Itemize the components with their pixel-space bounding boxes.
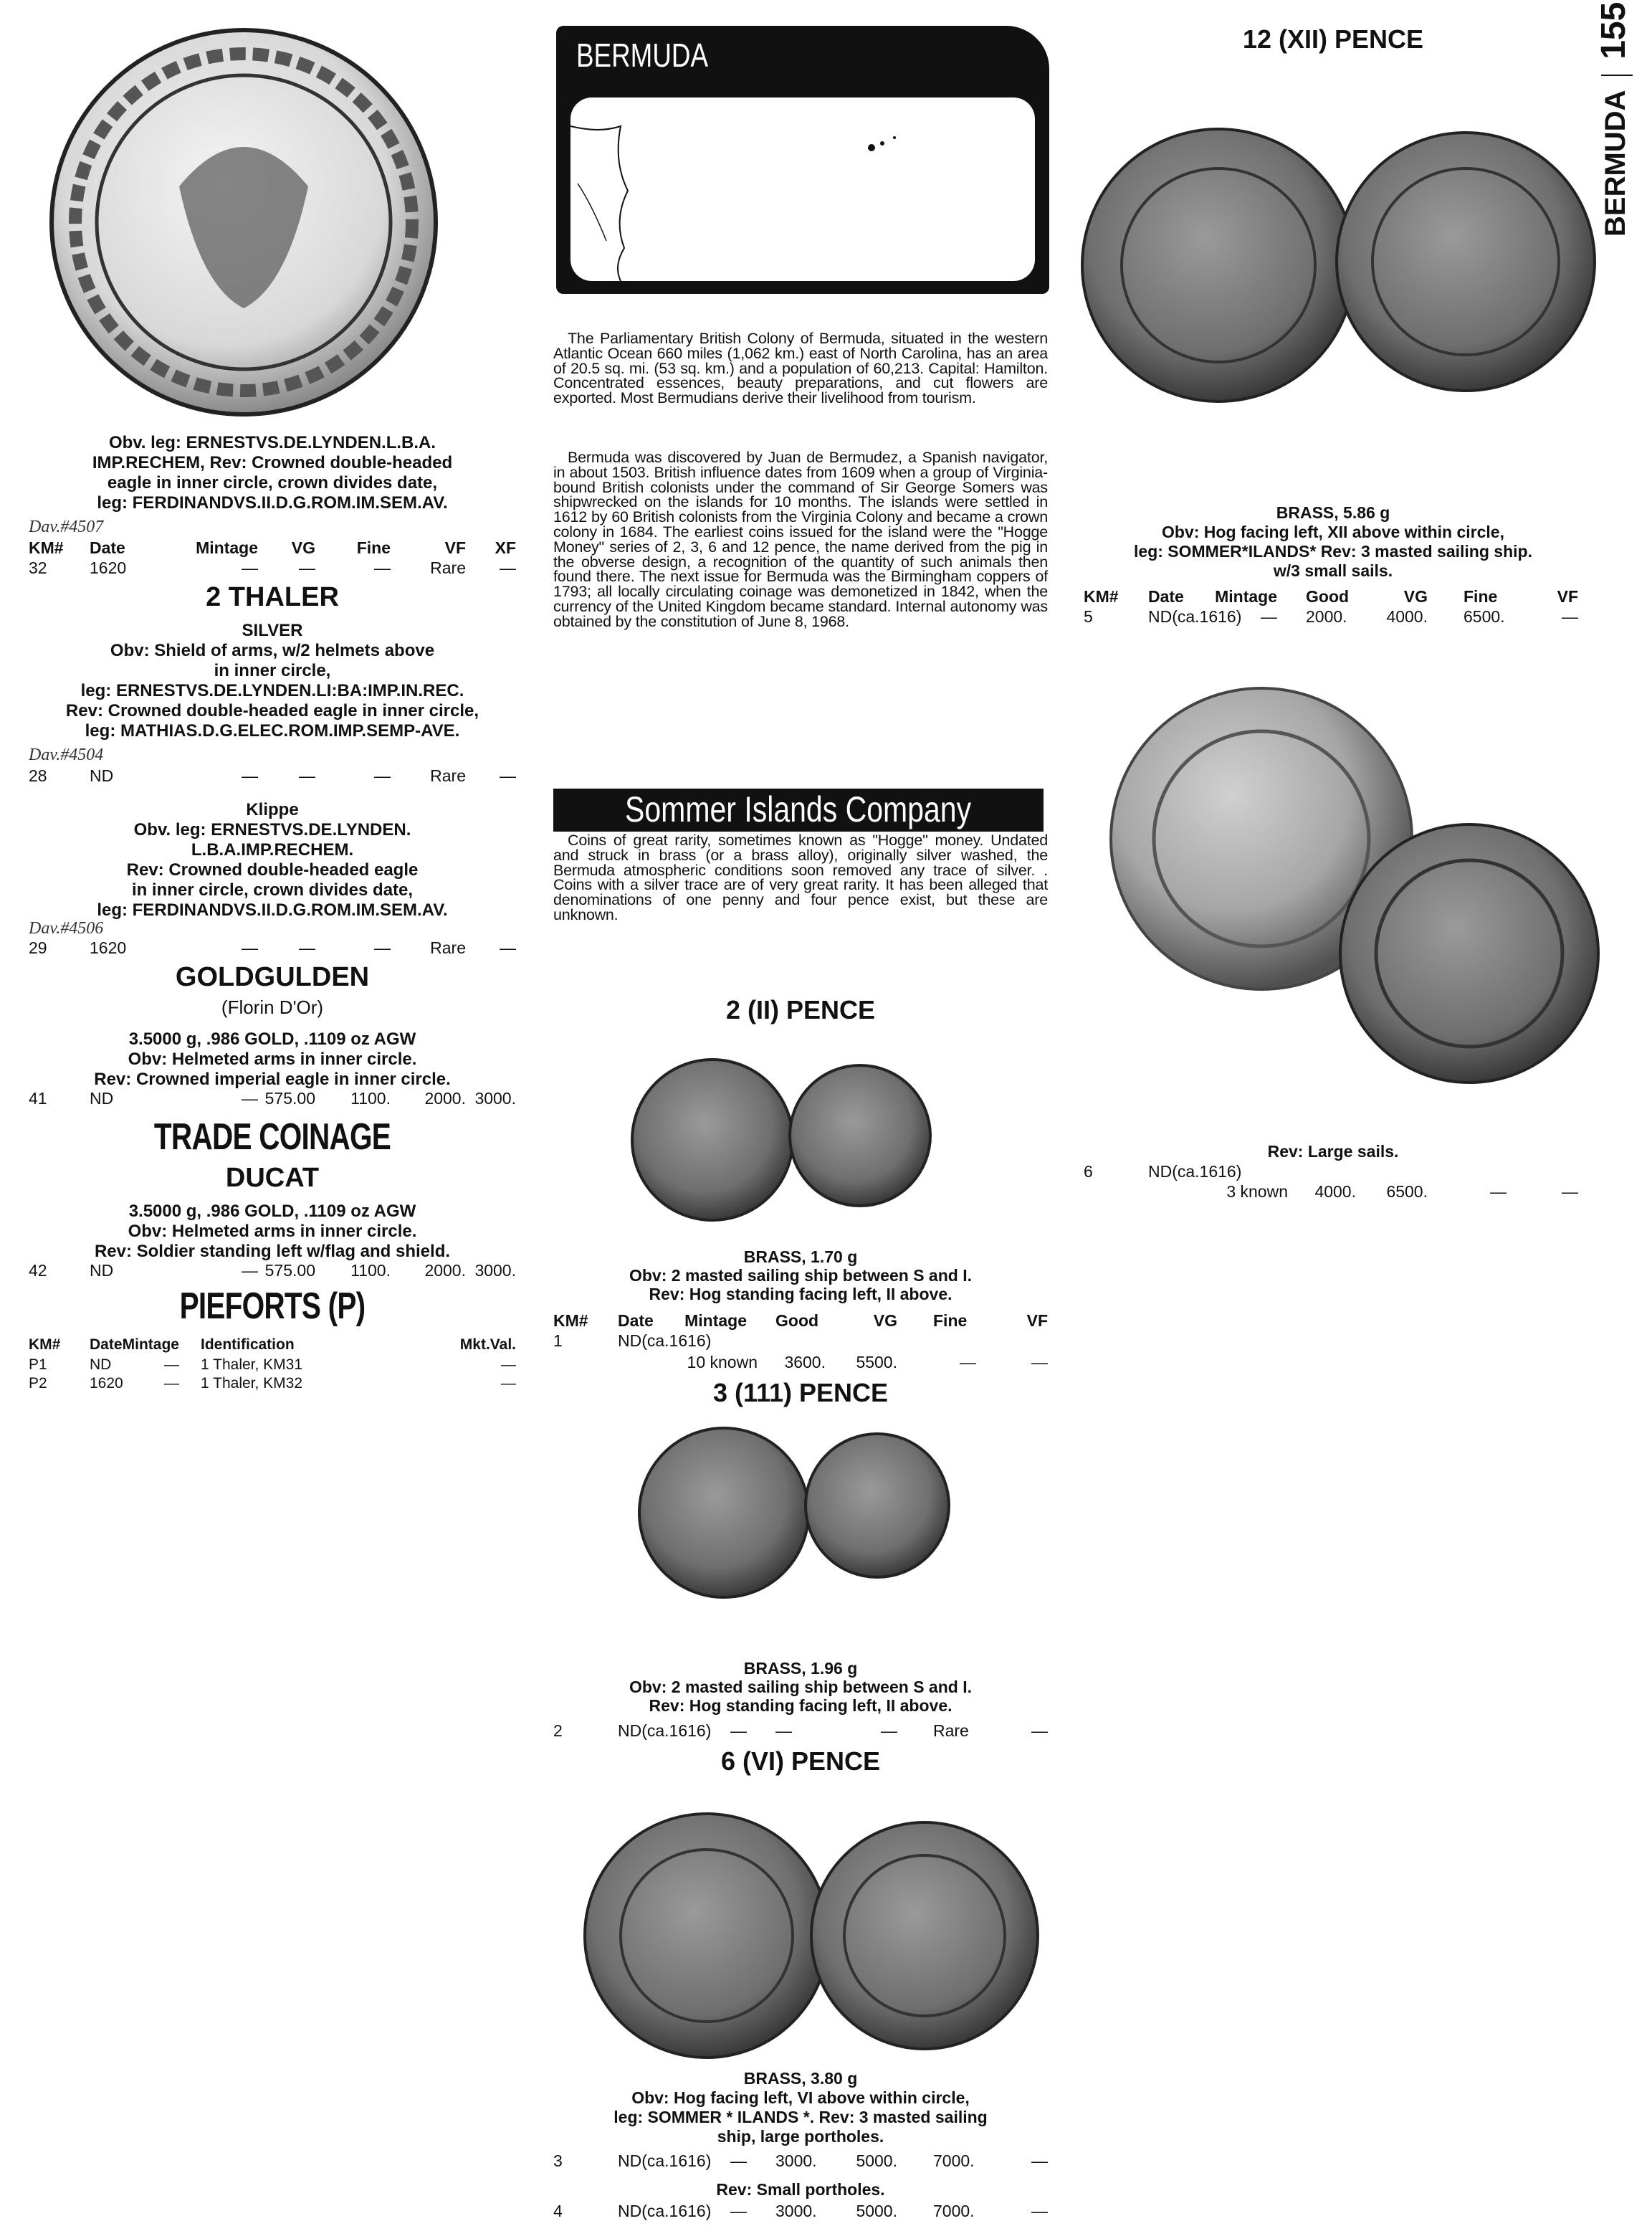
cell-c6: Fine (1464, 587, 1498, 606)
cell-date: ND(ca.1616) (618, 1331, 712, 1350)
pieforts-table-header (29, 1335, 530, 1355)
cell-km: 28 (29, 766, 47, 785)
cell-mintage: — (730, 1721, 747, 1740)
cell-mintage: — (242, 766, 258, 785)
section-subtitle: (Florin D'Or) (221, 997, 324, 1018)
variety-note: Rev: Large sails. (1267, 1142, 1399, 1161)
cell-c5: 1100. (350, 1261, 391, 1280)
cell-c6: Rare (430, 766, 466, 785)
cell-date: ND(ca.1616) (618, 2202, 712, 2220)
cell-km: KM# (1084, 587, 1119, 606)
cell-mintage: — (164, 1356, 179, 1373)
cell-date: ND(ca.1616) (1148, 1162, 1242, 1181)
cell-c4: Identification (201, 1336, 295, 1353)
pieforts-row (29, 1374, 530, 1394)
cell-km: KM# (553, 1311, 588, 1330)
section-banner-title: Sommer Islands Company (625, 789, 972, 829)
cell-mintage: — (242, 938, 258, 957)
pence2-description: BRASS, 1.70 g Obv: 2 masted sailing ship between S and I. Rev: Hog standing facing left, II above. (629, 1247, 972, 1303)
cell-c5: VG (1403, 587, 1428, 606)
section-title: GOLDGULDEN (175, 962, 370, 992)
cell-c7: — (1031, 2202, 1048, 2220)
pence12-large-sails-coin-images (1111, 688, 1598, 1083)
cell-c5: — (1562, 1182, 1578, 1201)
cell-c5: 5000. (856, 2202, 897, 2220)
pence12-description: BRASS, 5.86 g Obv: Hog facing left, XII above within circle, leg: SOMMER*ILANDS* Rev: 3 masted sailing ship. w/3 small sails. (1134, 503, 1532, 580)
bermuda-island-marker (868, 144, 875, 151)
cell-c4: Good (1306, 587, 1350, 606)
cell-km: 6 (1084, 1162, 1093, 1181)
map (570, 97, 1035, 281)
cell-date: Date (618, 1311, 654, 1330)
cell-c6: Rare (933, 1721, 969, 1740)
section-paragraph: Coins of great rarity, sometimes known as "Hogge" money. Undated and struck in brass (or a brass alloy), originally silver washed, the Bermuda atmospheric conditions soon removed any trace of silver. . Coins with a silver trace are of very great rarity. It has been alleged that denominations of one penny and four pence exist, but these are unknown. (553, 832, 1048, 923)
cell-c7: VF (1026, 1311, 1048, 1330)
table-row (29, 938, 530, 958)
cell-c4: — (1490, 1182, 1507, 1201)
cell-c6: 2000. (424, 1261, 466, 1280)
cell-km: 1 (553, 1331, 563, 1350)
pence3-coin-images (639, 1428, 949, 1597)
cell-mintage: — (730, 2151, 747, 2170)
cell-c4: 3000. (775, 2202, 817, 2220)
cell-mintage: 6500. (1386, 1182, 1428, 1201)
cell-c5: — (501, 1356, 516, 1373)
cell-c7: XF (495, 538, 516, 557)
cell-c4: 1 Thaler, KM31 (201, 1356, 303, 1373)
cell-km: P2 (29, 1375, 47, 1392)
cell-c7: 3000. (474, 1089, 516, 1108)
cell-c4: 575.00 (264, 1089, 315, 1108)
section-title: 6 (VI) PENCE (720, 1746, 881, 1776)
cell-c6: VF (444, 538, 466, 557)
cell-c7: — (1031, 1721, 1048, 1740)
map-title: BERMUDA (576, 37, 709, 74)
cell-km: KM# (29, 1336, 61, 1353)
cell-c4: — (299, 766, 315, 785)
table-row-values (553, 1352, 1055, 1372)
table-row (553, 1331, 1055, 1351)
cell-c7: — (500, 938, 516, 957)
cell-c7: — (500, 558, 516, 577)
cell-c7: — (500, 766, 516, 785)
cell-km: 5 (1084, 607, 1093, 626)
thaler2-description: SILVER Obv: Shield of arms, w/2 helmets above in inner circle, leg: ERNESTVS.DE.LYNDEN.LI:BA:IMP.IN.REC. Rev: Crowned double-headed eagle in inner circle, leg: MATHIAS.D.G.ELEC.ROM.IMP.SEMP-AVE. (65, 621, 479, 741)
cell-c7: — (1031, 2151, 1048, 2170)
cell-km: 29 (29, 938, 47, 957)
cell-km: 41 (29, 1089, 47, 1108)
cell-mintage: — (242, 1089, 258, 1108)
table-header (553, 1311, 1055, 1331)
cell-c7: 3000. (474, 1261, 516, 1280)
cell-c6: Rare (430, 558, 466, 577)
table-header (29, 538, 530, 558)
cell-km: 3 known (1226, 1182, 1288, 1201)
cell-c5: — (501, 1375, 516, 1392)
cell-date: Date (90, 1336, 123, 1353)
cell-c6: Rare (430, 938, 466, 957)
country-map-box (556, 26, 1049, 294)
cell-mintage: Mintage (196, 538, 258, 557)
cell-mintage: Mintage (1215, 587, 1277, 606)
table-row (29, 558, 530, 578)
cell-c7: — (1562, 607, 1578, 626)
section-title: 2 THALER (206, 582, 339, 612)
cell-c5: Mkt.Val. (459, 1336, 516, 1353)
cell-mintage: — (730, 2202, 747, 2220)
section-title: 2 (II) PENCE (725, 995, 876, 1024)
cell-mintage: — (242, 558, 258, 577)
section-title: DUCAT (225, 1163, 320, 1193)
cell-c4: — (299, 558, 315, 577)
cell-c4: — (775, 1721, 792, 1740)
side-tab-country: BERMUDA (1600, 91, 1631, 237)
cell-date: ND(ca.1616) (1148, 607, 1242, 626)
table-row (1084, 1161, 1585, 1181)
pieforts-row (29, 1355, 530, 1375)
table-row (553, 2151, 1055, 2171)
cell-c5: — (374, 766, 391, 785)
table-header (1084, 586, 1585, 607)
cell-km: P1 (29, 1356, 47, 1373)
cell-c5: 1100. (350, 1089, 391, 1108)
cell-mintage: — (242, 1261, 258, 1280)
cell-date: ND (90, 1356, 112, 1373)
thaler-coin-image (52, 30, 436, 414)
cell-c6: 7000. (933, 2151, 975, 2170)
cell-c6: 6500. (1464, 607, 1505, 626)
cell-c4: 1 Thaler, KM32 (201, 1375, 303, 1392)
cell-c4: Good (775, 1311, 819, 1330)
intro-paragraph: The Parliamentary British Colony of Bermuda, situated in the western Atlantic Ocean 660 miles (1,062 km.) east of North Carolina, has an area of 20.5 sq. mi. (53 sq. km.) and a population of 60,213. Capital: Hamilton. Concentrated essences, beauty preparations, and cut flowers are exported. Most Bermudians derive their livelihood from tourism. (553, 330, 1048, 407)
cell-date: ND(ca.1616) (618, 1721, 712, 1740)
cell-mintage: — (164, 1375, 179, 1392)
cell-c5: VG (873, 1311, 897, 1330)
pence3-description: BRASS, 1.96 g Obv: 2 masted sailing ship between S and I. Rev: Hog standing facing left, II above. (629, 1659, 972, 1715)
cell-km: 32 (29, 558, 47, 577)
cell-c6: 2000. (424, 1089, 466, 1108)
dav-reference: Dav.#4506 (29, 919, 104, 938)
cell-date: 4000. (1314, 1182, 1356, 1201)
cell-date: 3600. (784, 1353, 826, 1371)
klippe-description: Klippe Obv. leg: ERNESTVS.DE.LYNDEN. L.B.A.IMP.RECHEM. Rev: Crowned double-headed eagle in inner circle, crown divides date, leg: FERDINANDVS.II.D.G.ROM.IM.SEM.AV. (97, 800, 448, 920)
cell-km: 10 known (687, 1353, 758, 1371)
cell-km: KM# (29, 538, 64, 557)
cell-mintage: Mintage (684, 1311, 747, 1330)
cell-c5: 4000. (1386, 607, 1428, 626)
cell-c4: — (299, 938, 315, 957)
section-title: PIEFORTS (P) (179, 1285, 366, 1327)
cell-date: ND (90, 766, 114, 785)
cell-date: 1620 (90, 1375, 123, 1392)
cell-c5: — (374, 558, 391, 577)
cell-c7: VF (1557, 587, 1578, 606)
cell-date: ND(ca.1616) (618, 2151, 712, 2170)
section-banner (553, 789, 1044, 832)
cell-km: 42 (29, 1261, 47, 1280)
cell-c4: 3000. (775, 2151, 817, 2170)
cell-c5: — (1031, 1353, 1048, 1371)
cell-date: ND (90, 1089, 114, 1108)
cell-km: 3 (553, 2151, 563, 2170)
cell-date: Date (90, 538, 125, 557)
cell-c5: Fine (356, 538, 391, 557)
cell-km: 2 (553, 1721, 563, 1740)
cell-c5: — (881, 1721, 897, 1740)
variety-note: Rev: Small portholes. (716, 2180, 885, 2199)
cell-date: Date (1148, 587, 1184, 606)
ducat-description: 3.5000 g, .986 GOLD, .1109 oz AGW Obv: Helmeted arms in inner circle. Rev: Soldier standing left w/flag and shield. (94, 1202, 451, 1261)
history-paragraph: Bermuda was discovered by Juan de Bermudez, a Spanish navigator, in about 1503. British influence dates from 1609 when a group of Virginia-bound British colonists under the command of Sir George Somers was shipwrecked on the islands for 10 months. The islands were settled in 1612 by 60 British colonists from the Virginia Colony and became a crown colony in 1684. The earliest coins issued for the island were the "Hogge Money" series of 2, 3, 6 and 12 pence, the name derived from the pig in the obverse design, a recognition of the quantity of such animals then found there. The next issue for Bermuda was the Birmingham coppers of 1793; all locally circulating coinage was demonetized in 1842, when the currency of the United Kingdom became standard. Internal autonomy was obtained by the constitution of June 8, 1968. (553, 449, 1048, 630)
pence12-coin-images (1082, 129, 1595, 401)
cell-date: 1620 (90, 558, 127, 577)
cell-c4: — (960, 1353, 976, 1371)
cell-date: ND (90, 1261, 114, 1280)
table-row (29, 766, 530, 786)
cell-mintage: — (1261, 607, 1277, 626)
section-title: TRADE COINAGE (153, 1116, 391, 1158)
km32-description: Obv. leg: ERNESTVS.DE.LYNDEN.L.B.A. IMP.RECHEM, Rev: Crowned double-headed eagle in inner circle, crown divides date, leg: FERDINANDVS.II.D.G.ROM.IM.SEM.AV. (92, 433, 453, 513)
section-title: 12 (XII) PENCE (1242, 24, 1424, 54)
dav-reference: Dav.#4507 (29, 518, 104, 536)
cell-c5: 5000. (856, 2151, 897, 2170)
cell-c4: 575.00 (264, 1261, 315, 1280)
goldgulden-description: 3.5000 g, .986 GOLD, .1109 oz AGW Obv: Helmeted arms in inner circle. Rev: Crowned imperial eagle in inner circle. (94, 1029, 451, 1089)
table-row (1084, 607, 1585, 627)
table-row (29, 1260, 530, 1280)
table-row (553, 2201, 1055, 2221)
pence2-coin-images (632, 1060, 930, 1220)
page-number: 155 (1595, 1, 1633, 60)
cell-c6: Fine (933, 1311, 968, 1330)
cell-c4: VG (291, 538, 315, 557)
pence6-coin-images (585, 1814, 1038, 2058)
coastline-map (570, 97, 1035, 281)
cell-c5: — (374, 938, 391, 957)
cell-c4: 2000. (1306, 607, 1347, 626)
table-row (553, 1721, 1055, 1741)
cell-date: 1620 (90, 938, 127, 957)
cell-mintage: 5500. (856, 1353, 897, 1371)
table-row (29, 1088, 530, 1108)
pence6-description: BRASS, 3.80 g Obv: Hog facing left, VI above within circle, leg: SOMMER * ILANDS *. Rev: 3 masted sailing ship, large portholes. (613, 2069, 988, 2146)
table-row-values (1084, 1181, 1585, 1202)
section-title: 3 (111) PENCE (712, 1378, 889, 1407)
dav-reference: Dav.#4504 (29, 746, 104, 764)
cell-mintage: Mintage (122, 1336, 179, 1353)
cell-km: 4 (553, 2202, 563, 2220)
cell-c6: 7000. (933, 2202, 975, 2220)
